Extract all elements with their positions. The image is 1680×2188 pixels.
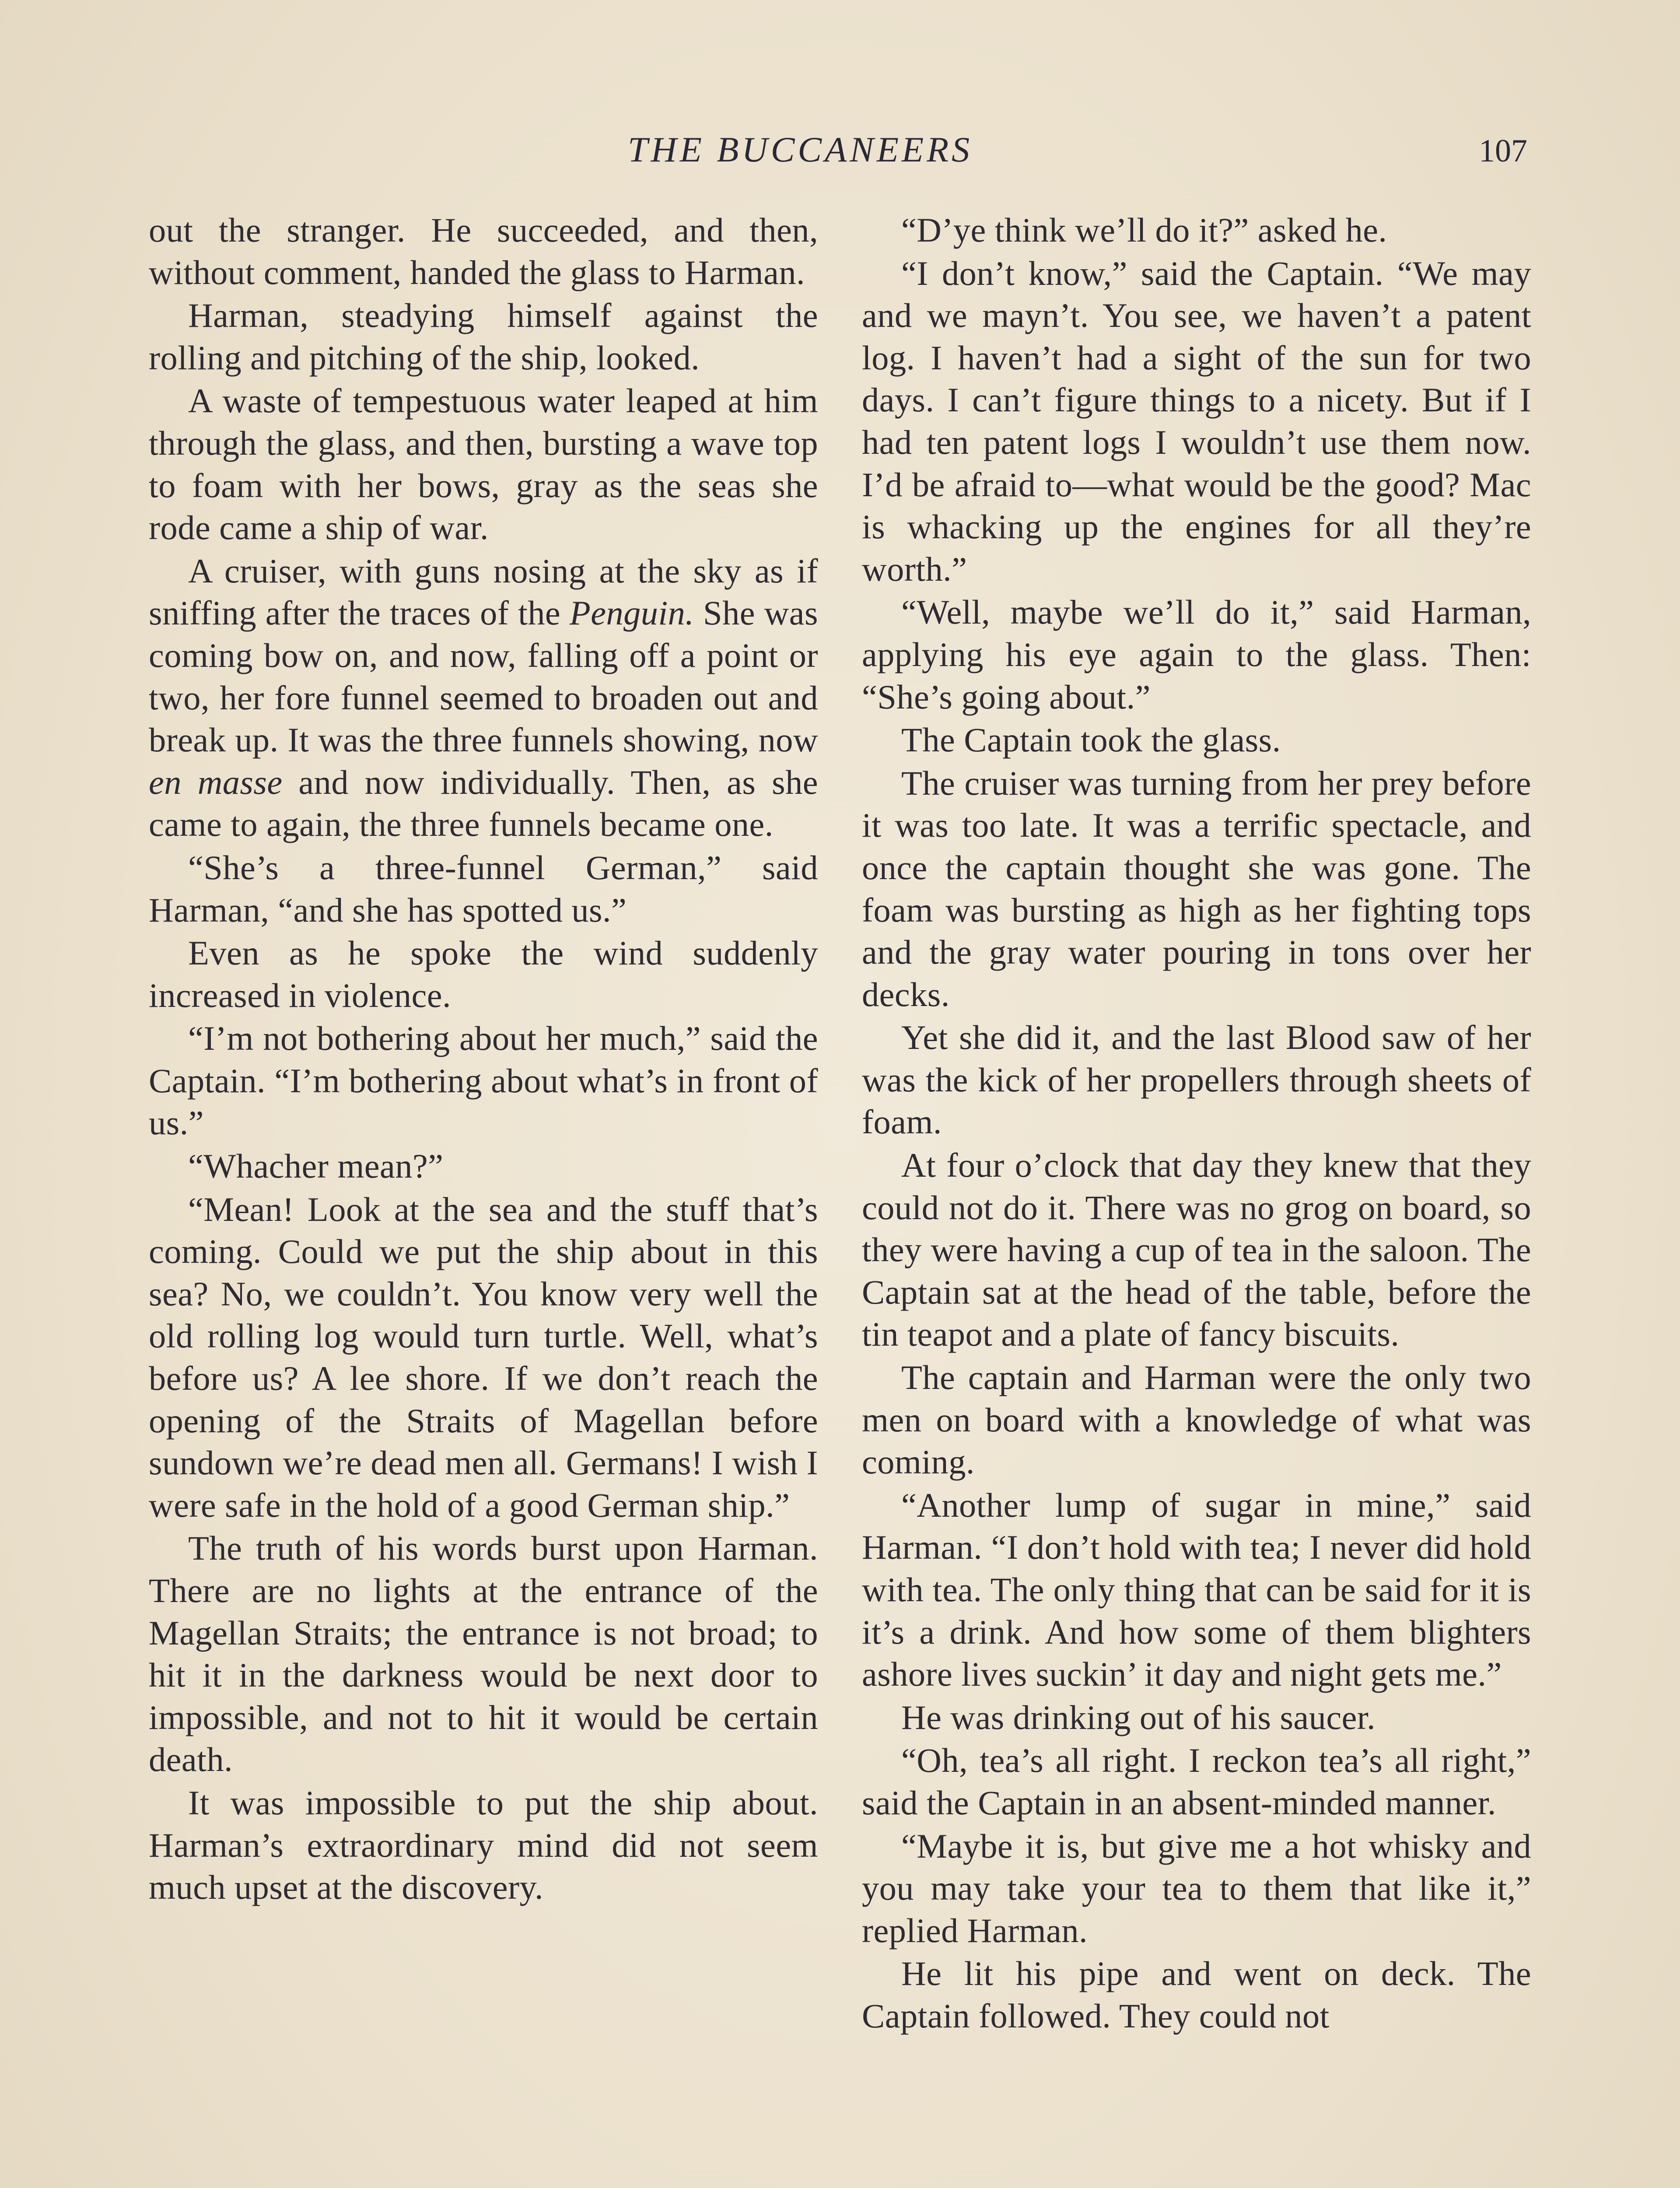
paragraph: The cruiser was turning from her prey before it was too late. It was a terrific spectacle, and once the captain thought she was gone. The foam was bursting as high as her fighting tops and the gray water pouring in tons over her decks. (862, 764, 1531, 1013)
page-number: 107 (1479, 133, 1527, 169)
paragraph: “Oh, tea’s all right. I reckon tea’s all right,” said the Captain in an absent-minded manner. (862, 1741, 1531, 1822)
paragraph: “I’m not bothering about her much,” said the Captain. “I’m bothering about what’s in front of us.” (149, 1019, 818, 1142)
paragraph: The captain and Harman were the only two men on board with a knowledge of what was coming. (862, 1358, 1531, 1481)
right-column (862, 209, 1531, 2037)
paragraph-text: A cruiser, with guns nosing at the sky as if sniffing after the traces of the (149, 551, 818, 632)
paragraph: The truth of his words burst upon Harman. There are no lights at the entrance of the Magellan Straits; the entrance is not broad; to hit it in the darkness would be next door to impossible, and not to hit it would be certain death. (149, 1529, 818, 1779)
running-title: THE BUCCANEERS (628, 130, 973, 169)
paragraph: “Mean! Look at the sea and the stuff that’s coming. Could we put the ship about in this sea? No, we couldn’t. You know very well the old rolling log would turn turtle. Well, what’s before us? A lee shore. If we don’t reach the opening of the Straits of Magellan before sundown we’re dead men all. Germans! I wish I were safe in the hold of a good German ship.” (149, 1190, 818, 1524)
paragraph-text: She was coming bow on, and now, falling off a point or two, her fore funnel seemed to broaden out and break up. It was the three funnels showing, now (149, 594, 818, 759)
paragraph: “Whacher mean?” (188, 1147, 444, 1185)
paragraph: “I don’t know,” said the Captain. “We may and we mayn’t. You see, we haven’t a patent log. I haven’t had a sight of the sun for two days. I can’t figure things to a nicety. But if I had ten patent logs I wouldn’t use them now. I’d be afraid to—what would be the good? Mac is whacking up the engines for all they’re worth.” (862, 254, 1531, 588)
paragraph: It was impossible to put the ship about. Harman’s extraordinary mind did not seem much upset at the discovery. (149, 1783, 818, 1907)
foreign-phrase: en masse (149, 763, 283, 801)
paragraph: Yet she did it, and the last Blood saw of her was the kick of her propellers through sheets of foam. (862, 1018, 1531, 1141)
paragraph: He lit his pipe and went on deck. The Captain followed. They could not (862, 1954, 1531, 2035)
paragraph: “Maybe it is, but give me a hot whisky and you may take your tea to them that like it,” replied Harman. (862, 1827, 1531, 1950)
paragraph: “She’s a three-funnel German,” said Harman, “and she has spotted us.” (149, 848, 818, 929)
paragraph: The Captain took the glass. (901, 721, 1281, 759)
ship-name: Penguin. (569, 594, 694, 632)
paragraph: A waste of tempestuous water leaped at him through the glass, and then, bursting a wave top to foam with her bows, gray as the seas she rode came a ship of war. (149, 382, 818, 547)
paragraph: He was drinking out of his saucer. (901, 1698, 1376, 1736)
paragraph: Even as he spoke the wind suddenly increased in violence. (149, 934, 818, 1014)
paragraph: out the stranger. He succeeded, and then, without comment, handed the glass to Harman. (149, 211, 818, 291)
paragraph: “D’ye think we’ll do it?” asked he. (901, 211, 1387, 249)
paragraph-text: and now individually. Then, as she came to again, the three funnels became one. (149, 763, 818, 844)
running-head (0, 129, 1680, 177)
paragraph: Harman, steadying himself against the rolling and pitching of the ship, looked. (149, 296, 818, 377)
paragraph-cruiser (149, 550, 818, 846)
paragraph: “Well, maybe we’ll do it,” said Harman, applying his eye again to the glass. Then: “She’s going about.” (862, 593, 1531, 716)
paragraph: At four o’clock that day they knew that they could not do it. There was no grog on board, so they were having a cup of tea in the saloon. The Captain sat at the head of the table, before the tin teapot and a plate of fancy biscuits. (862, 1146, 1531, 1353)
left-column (149, 209, 818, 1909)
paragraph: “Another lump of sugar in mine,” said Harman. “I don’t hold with tea; I never did hold with tea. The only thing that can be said for it is it’s a drink. And how some of them blighters ashore lives suckin’ it day and night gets me.” (862, 1486, 1531, 1694)
